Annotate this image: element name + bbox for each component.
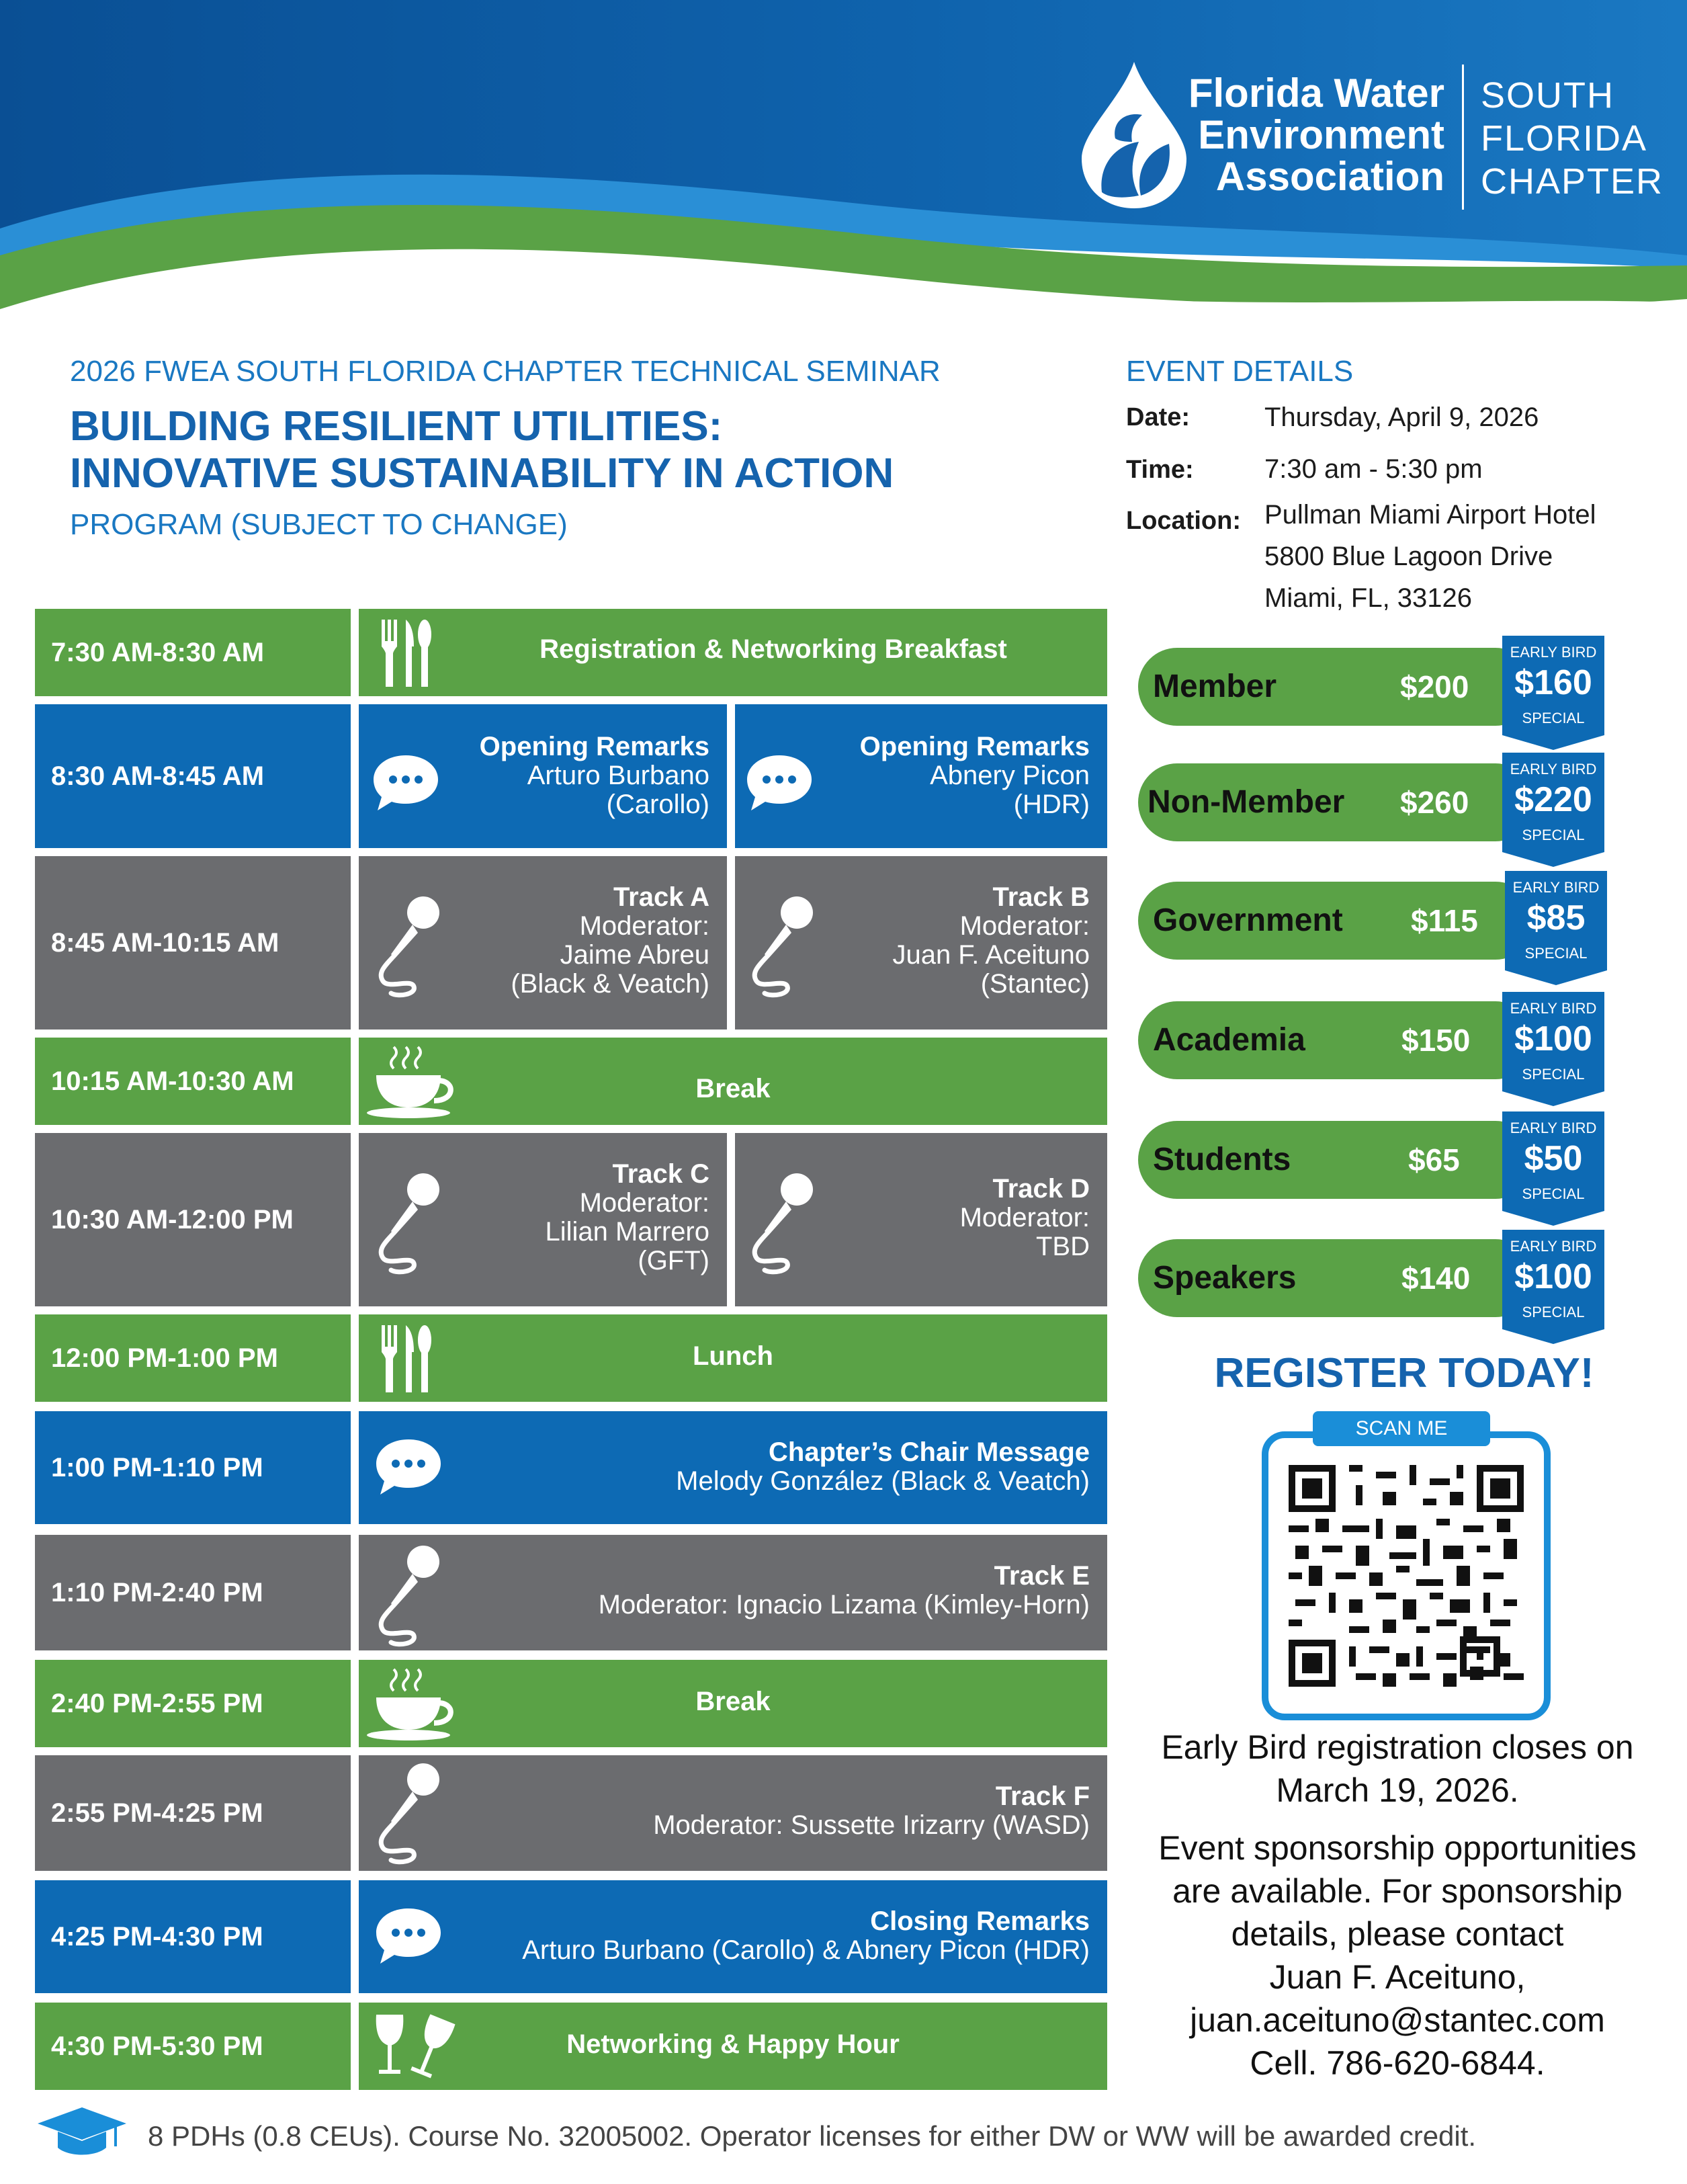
event-title: Track D bbox=[992, 1174, 1090, 1204]
logo-line-3: Association bbox=[1215, 154, 1444, 199]
event-title: Track B bbox=[992, 882, 1090, 912]
special-label: SPECIAL bbox=[1524, 945, 1588, 962]
schedule-event-cell bbox=[359, 1755, 1107, 1871]
graduation-cap-icon bbox=[35, 2105, 129, 2158]
schedule-event-cell bbox=[359, 1535, 1107, 1650]
microphone-icon bbox=[371, 1542, 445, 1649]
schedule-event-cell-b bbox=[735, 1133, 1107, 1306]
speech-bubble-icon bbox=[371, 753, 441, 813]
early-bird-price: $100 bbox=[1514, 1257, 1592, 1296]
tier-label: Government bbox=[1153, 902, 1343, 938]
logo-org-name bbox=[1169, 73, 1444, 198]
speech-bubble-icon bbox=[744, 753, 814, 813]
event-text-b bbox=[892, 883, 1090, 999]
logo-chapter-name bbox=[1481, 74, 1663, 203]
logo-line-1: Florida Water bbox=[1188, 71, 1444, 116]
tier-price: $140 bbox=[1401, 1261, 1471, 1296]
event-line: (Black & Veatch) bbox=[511, 969, 709, 999]
tier-label: Member bbox=[1153, 669, 1277, 704]
main-title-line-1: BUILDING RESILIENT UTILITIES: bbox=[70, 403, 723, 450]
event-title: Opening Remarks bbox=[859, 732, 1090, 761]
microphone-icon bbox=[744, 1169, 818, 1277]
schedule-event-cell bbox=[359, 1660, 1107, 1747]
event-title: Chapter’s Chair Message bbox=[769, 1437, 1090, 1467]
event-text-b bbox=[860, 732, 1090, 819]
qr-code-frame[interactable] bbox=[1262, 1431, 1551, 1720]
tier-label: Students bbox=[1153, 1142, 1291, 1177]
scan-me-label: SCAN ME bbox=[1313, 1411, 1490, 1446]
speech-bubble-icon bbox=[374, 1906, 443, 1966]
early-bird-label: EARLY BIRD bbox=[1510, 1000, 1597, 1017]
time-cell: 2:55 PM-4:25 PM bbox=[35, 1755, 351, 1871]
tier-price: $65 bbox=[1408, 1142, 1460, 1177]
time-cell: 10:30 AM-12:00 PM bbox=[35, 1133, 351, 1306]
early-bird-note bbox=[1115, 1726, 1680, 1812]
event-line: Melody González (Black & Veatch) bbox=[676, 1466, 1090, 1496]
special-label: SPECIAL bbox=[1522, 1066, 1585, 1083]
event-title: Break bbox=[695, 1687, 771, 1716]
microphone-icon bbox=[744, 892, 818, 1000]
event-line: (Stantec) bbox=[980, 969, 1090, 999]
event-title: Track A bbox=[613, 882, 709, 912]
event-line: Moderator: bbox=[579, 911, 709, 941]
time-cell: 4:30 PM-5:30 PM bbox=[35, 2003, 351, 2090]
location-line-3: Miami, FL, 33126 bbox=[1264, 583, 1473, 613]
event-title: Break bbox=[695, 1074, 771, 1103]
event-title: Opening Remarks bbox=[479, 732, 709, 761]
event-text bbox=[522, 1907, 1090, 1965]
early-bird-price: $160 bbox=[1514, 663, 1592, 702]
event-line: (Carollo) bbox=[606, 790, 709, 819]
event-line: Moderator: Ignacio Lizama (Kimley-Horn) bbox=[598, 1590, 1090, 1620]
time-cell: 10:15 AM-10:30 AM bbox=[35, 1038, 351, 1125]
sponsor-line-4: Juan F. Aceituno, bbox=[1269, 1958, 1526, 1996]
event-title: Track E bbox=[994, 1561, 1090, 1591]
schedule-event-cell bbox=[359, 1314, 1107, 1402]
early-bird-note-line-1: Early Bird registration closes on bbox=[1161, 1728, 1634, 1766]
chapter-line-2: FLORIDA bbox=[1481, 118, 1648, 159]
event-title: Lunch bbox=[693, 1341, 773, 1371]
event-line: Lilian Marrero bbox=[545, 1217, 709, 1247]
footer-note: 8 PDHs (0.8 CEUs). Course No. 32005002. Operator licenses for either DW or WW will be awarded credit. bbox=[148, 2120, 1477, 2152]
tier-label: Academia bbox=[1153, 1022, 1305, 1058]
event-text-a bbox=[545, 1160, 709, 1275]
event-title: Track C bbox=[612, 1159, 709, 1189]
early-bird-label: EARLY BIRD bbox=[1510, 644, 1597, 661]
price-tier-non-member bbox=[1138, 763, 1534, 841]
microphone-icon bbox=[371, 1169, 445, 1277]
logo-line-2: Environment bbox=[1198, 112, 1444, 157]
main-title-line-2: INNOVATIVE SUSTAINABILITY IN ACTION bbox=[70, 450, 894, 497]
tier-price: $200 bbox=[1400, 669, 1469, 704]
event-line: (HDR) bbox=[1013, 790, 1090, 819]
time-cell: 2:40 PM-2:55 PM bbox=[35, 1660, 351, 1747]
event-line: Abnery Picon bbox=[930, 761, 1090, 790]
sponsor-email-link[interactable]: juan.aceituno@stantec.com bbox=[1190, 2001, 1605, 2039]
event-text bbox=[653, 1782, 1090, 1840]
early-bird-text bbox=[1505, 871, 1607, 985]
event-title: Networking & Happy Hour bbox=[566, 2029, 900, 2059]
sponsor-line-3: details, please contact bbox=[1231, 1915, 1564, 1953]
special-label: SPECIAL bbox=[1522, 1304, 1585, 1320]
schedule-event-cell-a bbox=[359, 1133, 727, 1306]
tier-label: Speakers bbox=[1153, 1260, 1297, 1296]
schedule-event-cell-a bbox=[359, 856, 727, 1030]
event-title: Registration & Networking Breakfast bbox=[539, 634, 1007, 664]
program-note: PROGRAM (SUBJECT TO CHANGE) bbox=[70, 508, 568, 541]
schedule-event-cell bbox=[359, 2003, 1107, 2090]
utensils-icon bbox=[379, 618, 433, 688]
price-tier-academia bbox=[1138, 1001, 1534, 1079]
early-bird-label: EARLY BIRD bbox=[1510, 761, 1597, 778]
schedule-event-cell bbox=[359, 1880, 1107, 1993]
tier-price: $150 bbox=[1401, 1023, 1471, 1058]
early-bird-price: $220 bbox=[1514, 780, 1592, 819]
schedule-event-cell bbox=[359, 1411, 1107, 1524]
early-bird-price: $100 bbox=[1514, 1019, 1592, 1058]
register-heading: REGISTER TODAY! bbox=[1214, 1350, 1594, 1396]
microphone-icon bbox=[371, 892, 445, 1000]
early-bird-label: EARLY BIRD bbox=[1510, 1238, 1597, 1255]
early-bird-text bbox=[1502, 992, 1604, 1106]
tier-label: Non-Member bbox=[1148, 784, 1345, 820]
early-bird-text bbox=[1502, 753, 1604, 867]
qr-code-icon[interactable] bbox=[1289, 1465, 1524, 1687]
schedule-event-cell bbox=[359, 609, 1107, 696]
event-line: Arturo Burbano bbox=[527, 761, 709, 790]
event-title: Closing Remarks bbox=[870, 1906, 1090, 1936]
sponsor-line-2: are available. For sponsorship bbox=[1172, 1872, 1623, 1910]
schedule-event-cell-a bbox=[359, 704, 727, 848]
event-line: Moderator: bbox=[959, 1203, 1090, 1232]
event-line: Moderator: bbox=[959, 911, 1090, 941]
event-line: (GFT) bbox=[638, 1246, 709, 1275]
event-line: TBD bbox=[1036, 1232, 1090, 1261]
early-bird-label: EARLY BIRD bbox=[1510, 1120, 1597, 1136]
early-bird-price: $85 bbox=[1526, 898, 1586, 937]
event-text-b bbox=[960, 1175, 1090, 1261]
time-cell: 12:00 PM-1:00 PM bbox=[35, 1314, 351, 1402]
event-line: Arturo Burbano (Carollo) & Abnery Picon (HDR) bbox=[522, 1935, 1090, 1965]
time-cell: 1:00 PM-1:10 PM bbox=[35, 1411, 351, 1524]
event-title: Track F bbox=[995, 1781, 1090, 1811]
price-tier-member bbox=[1138, 648, 1534, 726]
seminar-title: 2026 FWEA SOUTH FLORIDA CHAPTER TECHNICAL SEMINAR bbox=[70, 355, 941, 388]
location-line-1: Pullman Miami Airport Hotel bbox=[1264, 500, 1596, 530]
time-cell: 8:45 AM-10:15 AM bbox=[35, 856, 351, 1030]
location-line-2: 5800 Blue Lagoon Drive bbox=[1264, 542, 1553, 571]
early-bird-text bbox=[1502, 1230, 1604, 1344]
time-cell: 8:30 AM-8:45 AM bbox=[35, 704, 351, 848]
tier-price: $115 bbox=[1411, 903, 1478, 938]
sponsor-note bbox=[1115, 1826, 1680, 2085]
schedule-event-cell-b bbox=[735, 704, 1107, 848]
price-tier-students bbox=[1138, 1121, 1534, 1199]
time-cell: 1:10 PM-2:40 PM bbox=[35, 1535, 351, 1650]
speech-bubble-icon bbox=[374, 1437, 443, 1497]
time-label: Time: bbox=[1126, 456, 1194, 484]
main-title bbox=[70, 403, 894, 497]
special-label: SPECIAL bbox=[1522, 710, 1585, 726]
time-cell: 4:25 PM-4:30 PM bbox=[35, 1880, 351, 1993]
date-label: Date: bbox=[1126, 403, 1191, 431]
event-text-a bbox=[511, 883, 709, 999]
event-details-heading: EVENT DETAILS bbox=[1126, 355, 1354, 388]
schedule-event-cell-b bbox=[735, 856, 1107, 1030]
tier-price: $260 bbox=[1400, 785, 1469, 820]
time-cell: 7:30 AM-8:30 AM bbox=[35, 609, 351, 696]
early-bird-label: EARLY BIRD bbox=[1512, 879, 1600, 896]
price-tier-speakers bbox=[1138, 1239, 1534, 1317]
early-bird-text bbox=[1502, 1111, 1604, 1226]
early-bird-text bbox=[1502, 636, 1604, 750]
chapter-line-3: CHAPTER bbox=[1481, 161, 1664, 202]
location-label: Location: bbox=[1126, 507, 1241, 535]
special-label: SPECIAL bbox=[1522, 1185, 1585, 1202]
event-line: Juan F. Aceituno bbox=[892, 940, 1090, 970]
special-label: SPECIAL bbox=[1522, 827, 1585, 843]
price-tier-government bbox=[1138, 882, 1534, 960]
schedule-event-cell bbox=[359, 1038, 1107, 1125]
event-line: Moderator: Sussette Irizarry (WASD) bbox=[653, 1810, 1090, 1840]
microphone-icon bbox=[371, 1759, 445, 1867]
sponsor-line-1: Event sponsorship opportunities bbox=[1158, 1829, 1637, 1867]
early-bird-price: $50 bbox=[1524, 1139, 1583, 1178]
date-value: Thursday, April 9, 2026 bbox=[1264, 403, 1539, 432]
event-line: Jaime Abreu bbox=[560, 940, 709, 970]
event-line: Moderator: bbox=[579, 1188, 709, 1218]
time-value: 7:30 am - 5:30 pm bbox=[1264, 454, 1483, 484]
sponsor-phone: Cell. 786-620-6844. bbox=[1250, 2044, 1545, 2082]
location-value bbox=[1264, 494, 1596, 619]
chapter-line-1: SOUTH bbox=[1481, 75, 1614, 116]
event-text bbox=[599, 1562, 1090, 1620]
early-bird-note-line-2: March 19, 2026. bbox=[1276, 1771, 1519, 1809]
logo-divider bbox=[1462, 65, 1464, 210]
event-text-a bbox=[480, 732, 709, 819]
event-text bbox=[676, 1438, 1090, 1496]
